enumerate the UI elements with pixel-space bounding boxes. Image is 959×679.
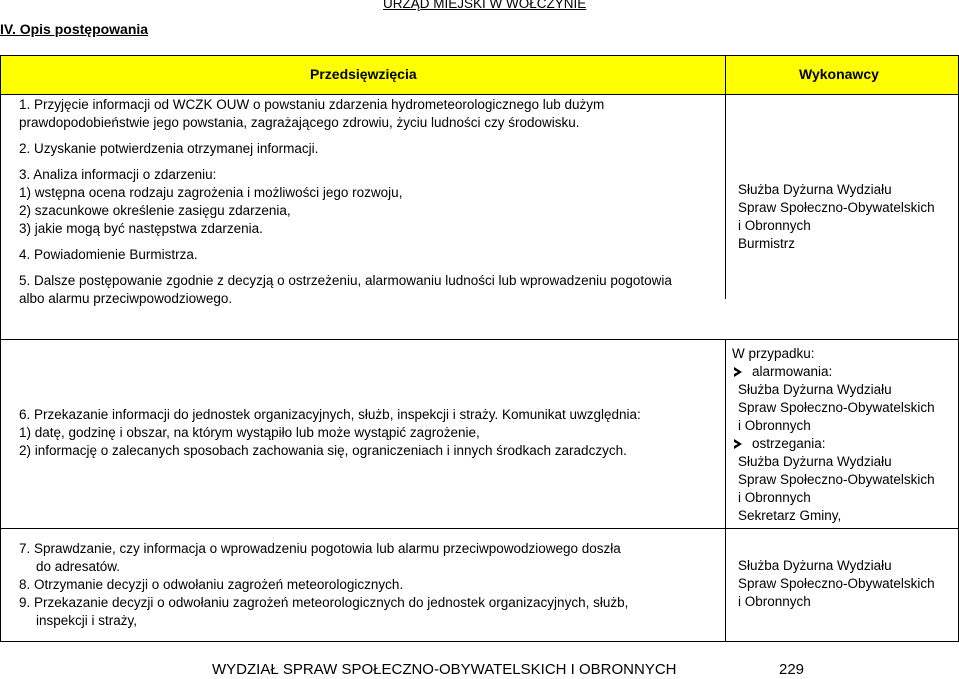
executor-line: Służba Dyżurna Wydziału — [738, 382, 892, 397]
action-line: 2. Uzyskanie potwierdzenia otrzymanej informacji. — [19, 141, 319, 156]
grid-line — [725, 55, 726, 299]
column-header-executors: Wykonawcy — [799, 66, 879, 82]
action-line: 1. Przyjęcie informacji od WCZK OUW o powstaniu zdarzenia hydrometeorologicznego lub dużym — [19, 97, 605, 112]
action-line: 8. Otrzymanie decyzji o odwołaniu zagrożeń meteorologicznych. — [19, 577, 404, 592]
action-line: inspekcji i straży, — [36, 613, 138, 628]
executor-line: Burmistrz — [738, 236, 795, 251]
grid-line — [0, 339, 959, 340]
footer-department: WYDZIAŁ SPRAW SPOŁECZNO-OBYWATELSKICH I OBRONNYCH — [212, 661, 677, 678]
row2-executors — [732, 345, 935, 525]
case-alarm — [732, 363, 935, 381]
grid-line — [725, 339, 726, 641]
executor-line: Służba Dyżurna Wydziału — [738, 454, 892, 469]
action-line: do adresatów. — [36, 559, 121, 574]
case-warning-label: ostrzegania: — [752, 436, 826, 451]
action-line: 1) wstępna ocena rodzaju zagrożenia i możliwości jego rozwoju, — [19, 185, 403, 200]
row3-actions — [19, 540, 628, 630]
spacer — [19, 238, 672, 246]
grid-line — [0, 55, 1, 641]
section-title: IV. Opis postępowania — [0, 21, 149, 37]
action-line: 5. Dalsze postępowanie zgodnie z decyzją o ostrzeżeniu, alarmowaniu ludności lub wprowadzeniu pogotowia — [19, 273, 672, 288]
action-line: 3. Analiza informacji o zdarzeniu: — [19, 167, 217, 182]
row1-actions — [19, 96, 672, 308]
action-line: 2) informację o zalecanych sposobach zachowania się, ograniczeniach i innych środkach zaradczych. — [19, 443, 627, 458]
executor-line: Spraw Społeczno-Obywatelskich — [738, 576, 935, 591]
action-line: 9. Przekazanie decyzji o odwołaniu zagrożeń meteorologicznych do jednostek organizacyjnych, służb, — [19, 595, 629, 610]
grid-line — [0, 55, 959, 56]
case-alarm-label: alarmowania: — [752, 364, 833, 379]
spacer — [19, 158, 672, 166]
executor-line: Sekretarz Gminy, — [738, 508, 842, 523]
executors-intro: W przypadku: — [732, 346, 815, 361]
page-number: 229 — [779, 661, 805, 678]
executor-line: Spraw Społeczno-Obywatelskich — [738, 472, 935, 487]
column-header-actions: Przedsięwzięcia — [310, 66, 417, 82]
action-line: 6. Przekazanie informacji do jednostek organizacyjnych, służb, inspekcji i straży. Komunikat uwzględnia: — [19, 407, 641, 422]
spacer — [19, 132, 672, 140]
executor-line: Spraw Społeczno-Obywatelskich — [738, 200, 935, 215]
action-line: albo alarmu przeciwpowodziowego. — [19, 291, 233, 306]
action-line: 1) datę, godzinę i obszar, na którym wystąpiło lub może wystąpić zagrożenie, — [19, 425, 480, 440]
arrow-bullet-icon — [734, 439, 742, 449]
office-header: URZĄD MIEJSKI W WOŁCZYNIE — [383, 0, 587, 11]
executor-line: i Obronnych — [738, 218, 811, 233]
action-line: 4. Powiadomienie Burmistrza. — [19, 247, 198, 262]
table-header-row — [0, 56, 959, 94]
row3-executors — [738, 557, 935, 611]
action-line: 7. Sprawdzanie, czy informacja o wprowadzeniu pogotowia lub alarmu przeciwpowodziowego doszła — [19, 541, 621, 556]
executor-line: Służba Dyżurna Wydziału — [738, 558, 892, 573]
row1-executors — [738, 181, 935, 253]
executor-line: Służba Dyżurna Wydziału — [738, 182, 892, 197]
arrow-bullet-icon — [734, 367, 742, 377]
executor-line: i Obronnych — [738, 594, 811, 609]
executor-line: i Obronnych — [738, 418, 811, 433]
case-warning — [732, 435, 935, 453]
executor-line: Spraw Społeczno-Obywatelskich — [738, 400, 935, 415]
action-line: 2) szacunkowe określenie zasięgu zdarzenia, — [19, 203, 291, 218]
action-line: prawdopodobieństwie jego powstania, zagrażającego zdrowiu, życiu ludności czy środowisku. — [19, 115, 580, 130]
grid-line — [0, 641, 959, 642]
spacer — [19, 264, 672, 272]
row2-actions — [19, 406, 641, 460]
grid-line — [0, 94, 959, 95]
executor-line: i Obronnych — [738, 490, 811, 505]
action-line: 3) jakie mogą być następstwa zdarzenia. — [19, 221, 263, 236]
grid-line — [0, 528, 959, 529]
